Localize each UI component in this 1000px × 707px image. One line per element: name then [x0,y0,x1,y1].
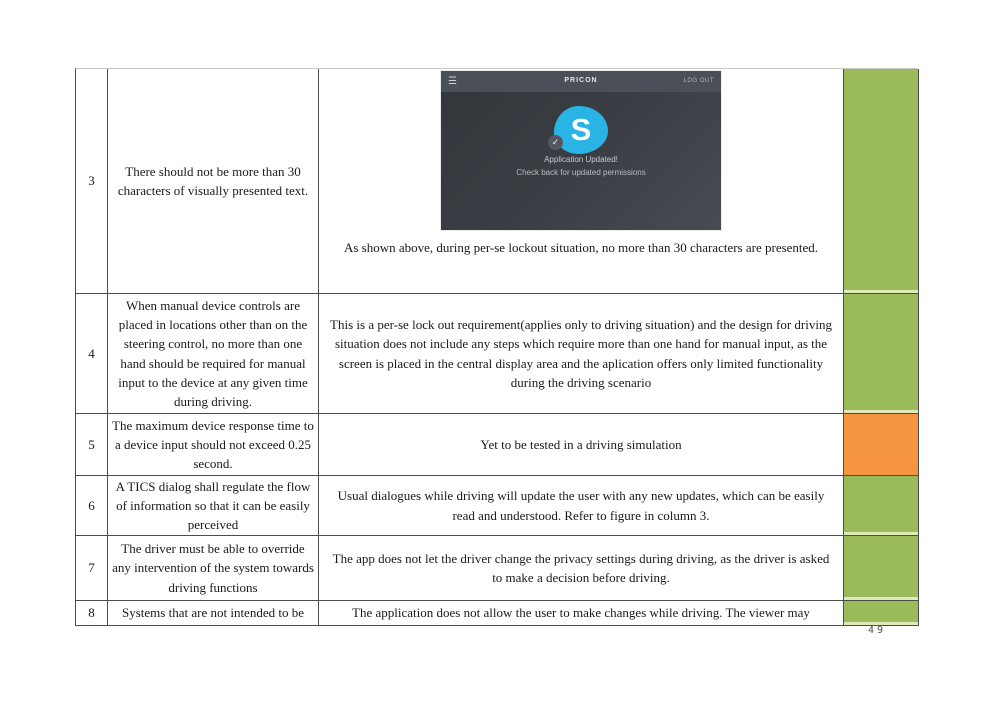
requirement-text: When manual device controls are placed in locations other than on the steering control, no more than one hand should be required for manual input to the device at any given time during driving. [108,294,319,414]
requirement-text: A TICS dialog shall regulate the flow of information so that it can be easily perceived [108,476,319,536]
row-number: 5 [76,414,108,476]
status-cell [844,294,919,414]
table-row [76,536,918,601]
comment-text: The app does not let the driver change the privacy settings during driving, as the driver is asked to make a decision before driving. [319,536,844,601]
requirement-text: Systems that are not intended to be [108,601,319,626]
embedded-app-body [441,92,721,230]
skype-logo-letter: S [570,111,592,147]
comment-cell [319,69,844,294]
skype-logo-icon [554,106,608,154]
figure-caption: As shown above, during per-se lockout situation, no more than 30 characters are presented. [343,240,819,255]
row-number: 7 [76,536,108,601]
comment-text: Yet to be tested in a driving simulation [319,414,844,476]
hamburger-menu-icon: ☰ [448,75,457,87]
app-update-submessage: Check back for updated permissions [516,168,646,177]
requirement-text: The driver must be able to override any intervention of the system towards driving functions [108,536,319,601]
requirement-text: There should not be more than 30 characters of visually presented text. [108,69,319,294]
comment-text: This is a per-se lock out requirement(applies only to driving situation) and the design for driving situation does not include any steps which require more than one hand for manual input, as the screen is placed in the central display area and the aplication offers only limited functionality during the driving scenario [319,294,844,414]
app-update-message: Application Updated! [544,155,618,164]
table-row [76,69,918,294]
table-row [76,476,918,536]
row-number: 4 [76,294,108,414]
status-cell [844,476,919,536]
row-number: 6 [76,476,108,536]
status-cell [844,601,919,626]
status-cell [844,536,919,601]
logout-label: LOG OUT [683,78,714,85]
comment-text: The application does not allow the user to make changes while driving. The viewer may [319,601,844,626]
embedded-app-title: PRICON [564,77,598,85]
table-row [76,294,918,414]
table-row [76,601,918,626]
requirements-table [75,68,918,626]
status-cell [844,69,919,294]
embedded-app-screenshot [441,71,721,230]
requirement-text: The maximum device response time to a device input should not exceed 0.25 second. [108,414,319,476]
table-row [76,414,918,476]
row-number: 8 [76,601,108,626]
status-cell [844,414,919,476]
page-number: 49 [868,625,887,636]
embedded-app-header [441,71,721,92]
comment-text: Usual dialogues while driving will update the user with any new updates, which can be easily read and understood. Refer to figure in column 3. [319,476,844,536]
row-number: 3 [76,69,108,294]
check-badge-icon: ✓ [548,135,563,150]
